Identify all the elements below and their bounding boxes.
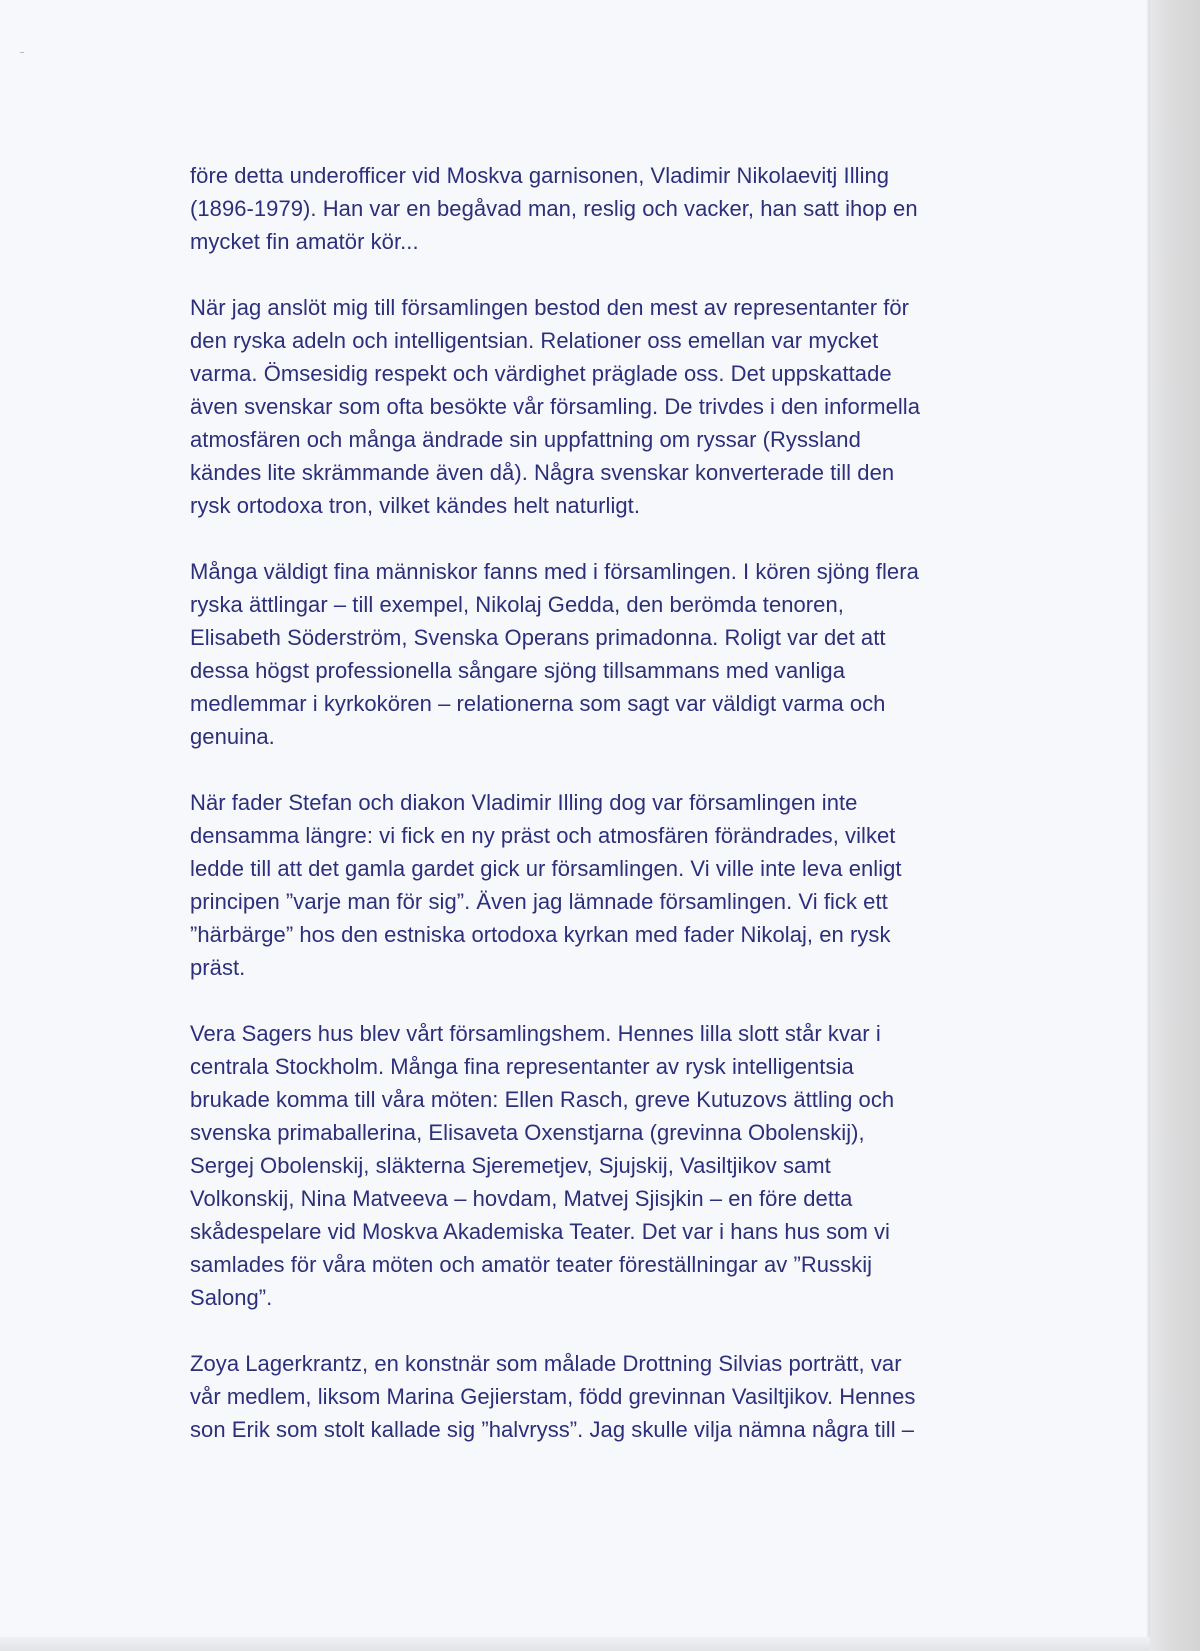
text-line: samlades för våra möten och amatör teater föreställningar av ”Russkij	[190, 1252, 873, 1277]
text-line: den ryska adeln och intelligentsian. Relationer oss emellan var mycket	[190, 328, 879, 353]
text-line: Sergej Obolenskij, släkterna Sjeremetjev, Sjujskij, Vasiltjikov samt	[190, 1153, 831, 1178]
paragraph-gap	[190, 1314, 1020, 1347]
text-line: densamma längre: vi fick en ny präst och atmosfären förändrades, vilket	[190, 823, 896, 848]
paragraph-gap	[190, 984, 1020, 1017]
text-line: vår medlem, liksom Marina Gejierstam, född grevinnan Vasiltjikov. Hennes	[190, 1384, 916, 1409]
text-line: före detta underofficer vid Moskva garnisonen, Vladimir Nikolaevitj Illing	[190, 163, 890, 188]
text-line: varma. Ömsesidig respekt och värdighet präglade oss. Det uppskattade	[190, 361, 892, 386]
text-line: genuina.	[190, 724, 275, 749]
text-line: centrala Stockholm. Många fina representanter av rysk intelligentsia	[190, 1054, 854, 1079]
paragraph-3	[190, 555, 1020, 753]
text-line: ledde till att det gamla gardet gick ur församlingen. Vi ville inte leva enligt	[190, 856, 902, 881]
paragraph-gap	[190, 258, 1020, 291]
text-line: brukade komma till våra möten: Ellen Rasch, greve Kutuzovs ättling och	[190, 1087, 895, 1112]
text-line: ”härbärge” hos den estniska ortodoxa kyrkan med fader Nikolaj, en rysk	[190, 922, 891, 947]
text-line: svenska primaballerina, Elisaveta Oxenstjarna (grevinna Obolenskij),	[190, 1120, 865, 1145]
text-line: även svenskar som ofta besökte vår församling. De trivdes i den informella	[190, 394, 921, 419]
text-line: Vera Sagers hus blev vårt församlingshem. Hennes lilla slott står kvar i	[190, 1021, 881, 1046]
scan-speck	[20, 52, 24, 53]
document-body	[190, 159, 1020, 1446]
text-line: atmosfären och många ändrade sin uppfattning om ryssar (Ryssland	[190, 427, 861, 452]
bottom-edge	[0, 1637, 1150, 1651]
text-line: Många väldigt fina människor fanns med i församlingen. I kören sjöng flera	[190, 559, 919, 584]
text-line: medlemmar i kyrkokören – relationerna som sagt var väldigt varma och	[190, 691, 886, 716]
text-line: son Erik som stolt kallade sig ”halvryss”. Jag skulle vilja nämna några till –	[190, 1417, 915, 1442]
text-line: Elisabeth Söderström, Svenska Operans primadonna. Roligt var det att	[190, 625, 886, 650]
text-line: Zoya Lagerkrantz, en konstnär som målade Drottning Silvias porträtt, var	[190, 1351, 902, 1376]
text-line: kändes lite skrämmande även då). Några svenskar konverterade till den	[190, 460, 895, 485]
paragraph-4	[190, 786, 1020, 984]
paragraph-1	[190, 159, 1020, 258]
text-line: rysk ortodoxa tron, vilket kändes helt naturligt.	[190, 493, 641, 518]
text-line: skådespelare vid Moskva Akademiska Teater. Det var i hans hus som vi	[190, 1219, 890, 1244]
paragraph-6	[190, 1347, 1020, 1446]
paper-edge	[1150, 0, 1200, 1651]
paragraph-2	[190, 291, 1020, 522]
text-line: präst.	[190, 955, 246, 980]
text-line: (1896-1979). Han var en begåvad man, reslig och vacker, han satt ihop en	[190, 196, 918, 221]
text-line: principen ”varje man för sig”. Även jag lämnade församlingen. Vi fick ett	[190, 889, 888, 914]
text-line: Salong”.	[190, 1285, 273, 1310]
paragraph-gap	[190, 522, 1020, 555]
text-line: dessa högst professionella sångare sjöng tillsammans med vanliga	[190, 658, 846, 683]
paragraph-5	[190, 1017, 1020, 1314]
text-line: Volkonskij, Nina Matveeva – hovdam, Matvej Sjisjkin – en före detta	[190, 1186, 853, 1211]
text-line: mycket fin amatör kör...	[190, 229, 419, 254]
paragraph-gap	[190, 753, 1020, 786]
text-line: När fader Stefan och diakon Vladimir Illing dog var församlingen inte	[190, 790, 858, 815]
text-line: När jag anslöt mig till församlingen bestod den mest av representanter för	[190, 295, 910, 320]
text-line: ryska ättlingar – till exempel, Nikolaj Gedda, den berömda tenoren,	[190, 592, 844, 617]
